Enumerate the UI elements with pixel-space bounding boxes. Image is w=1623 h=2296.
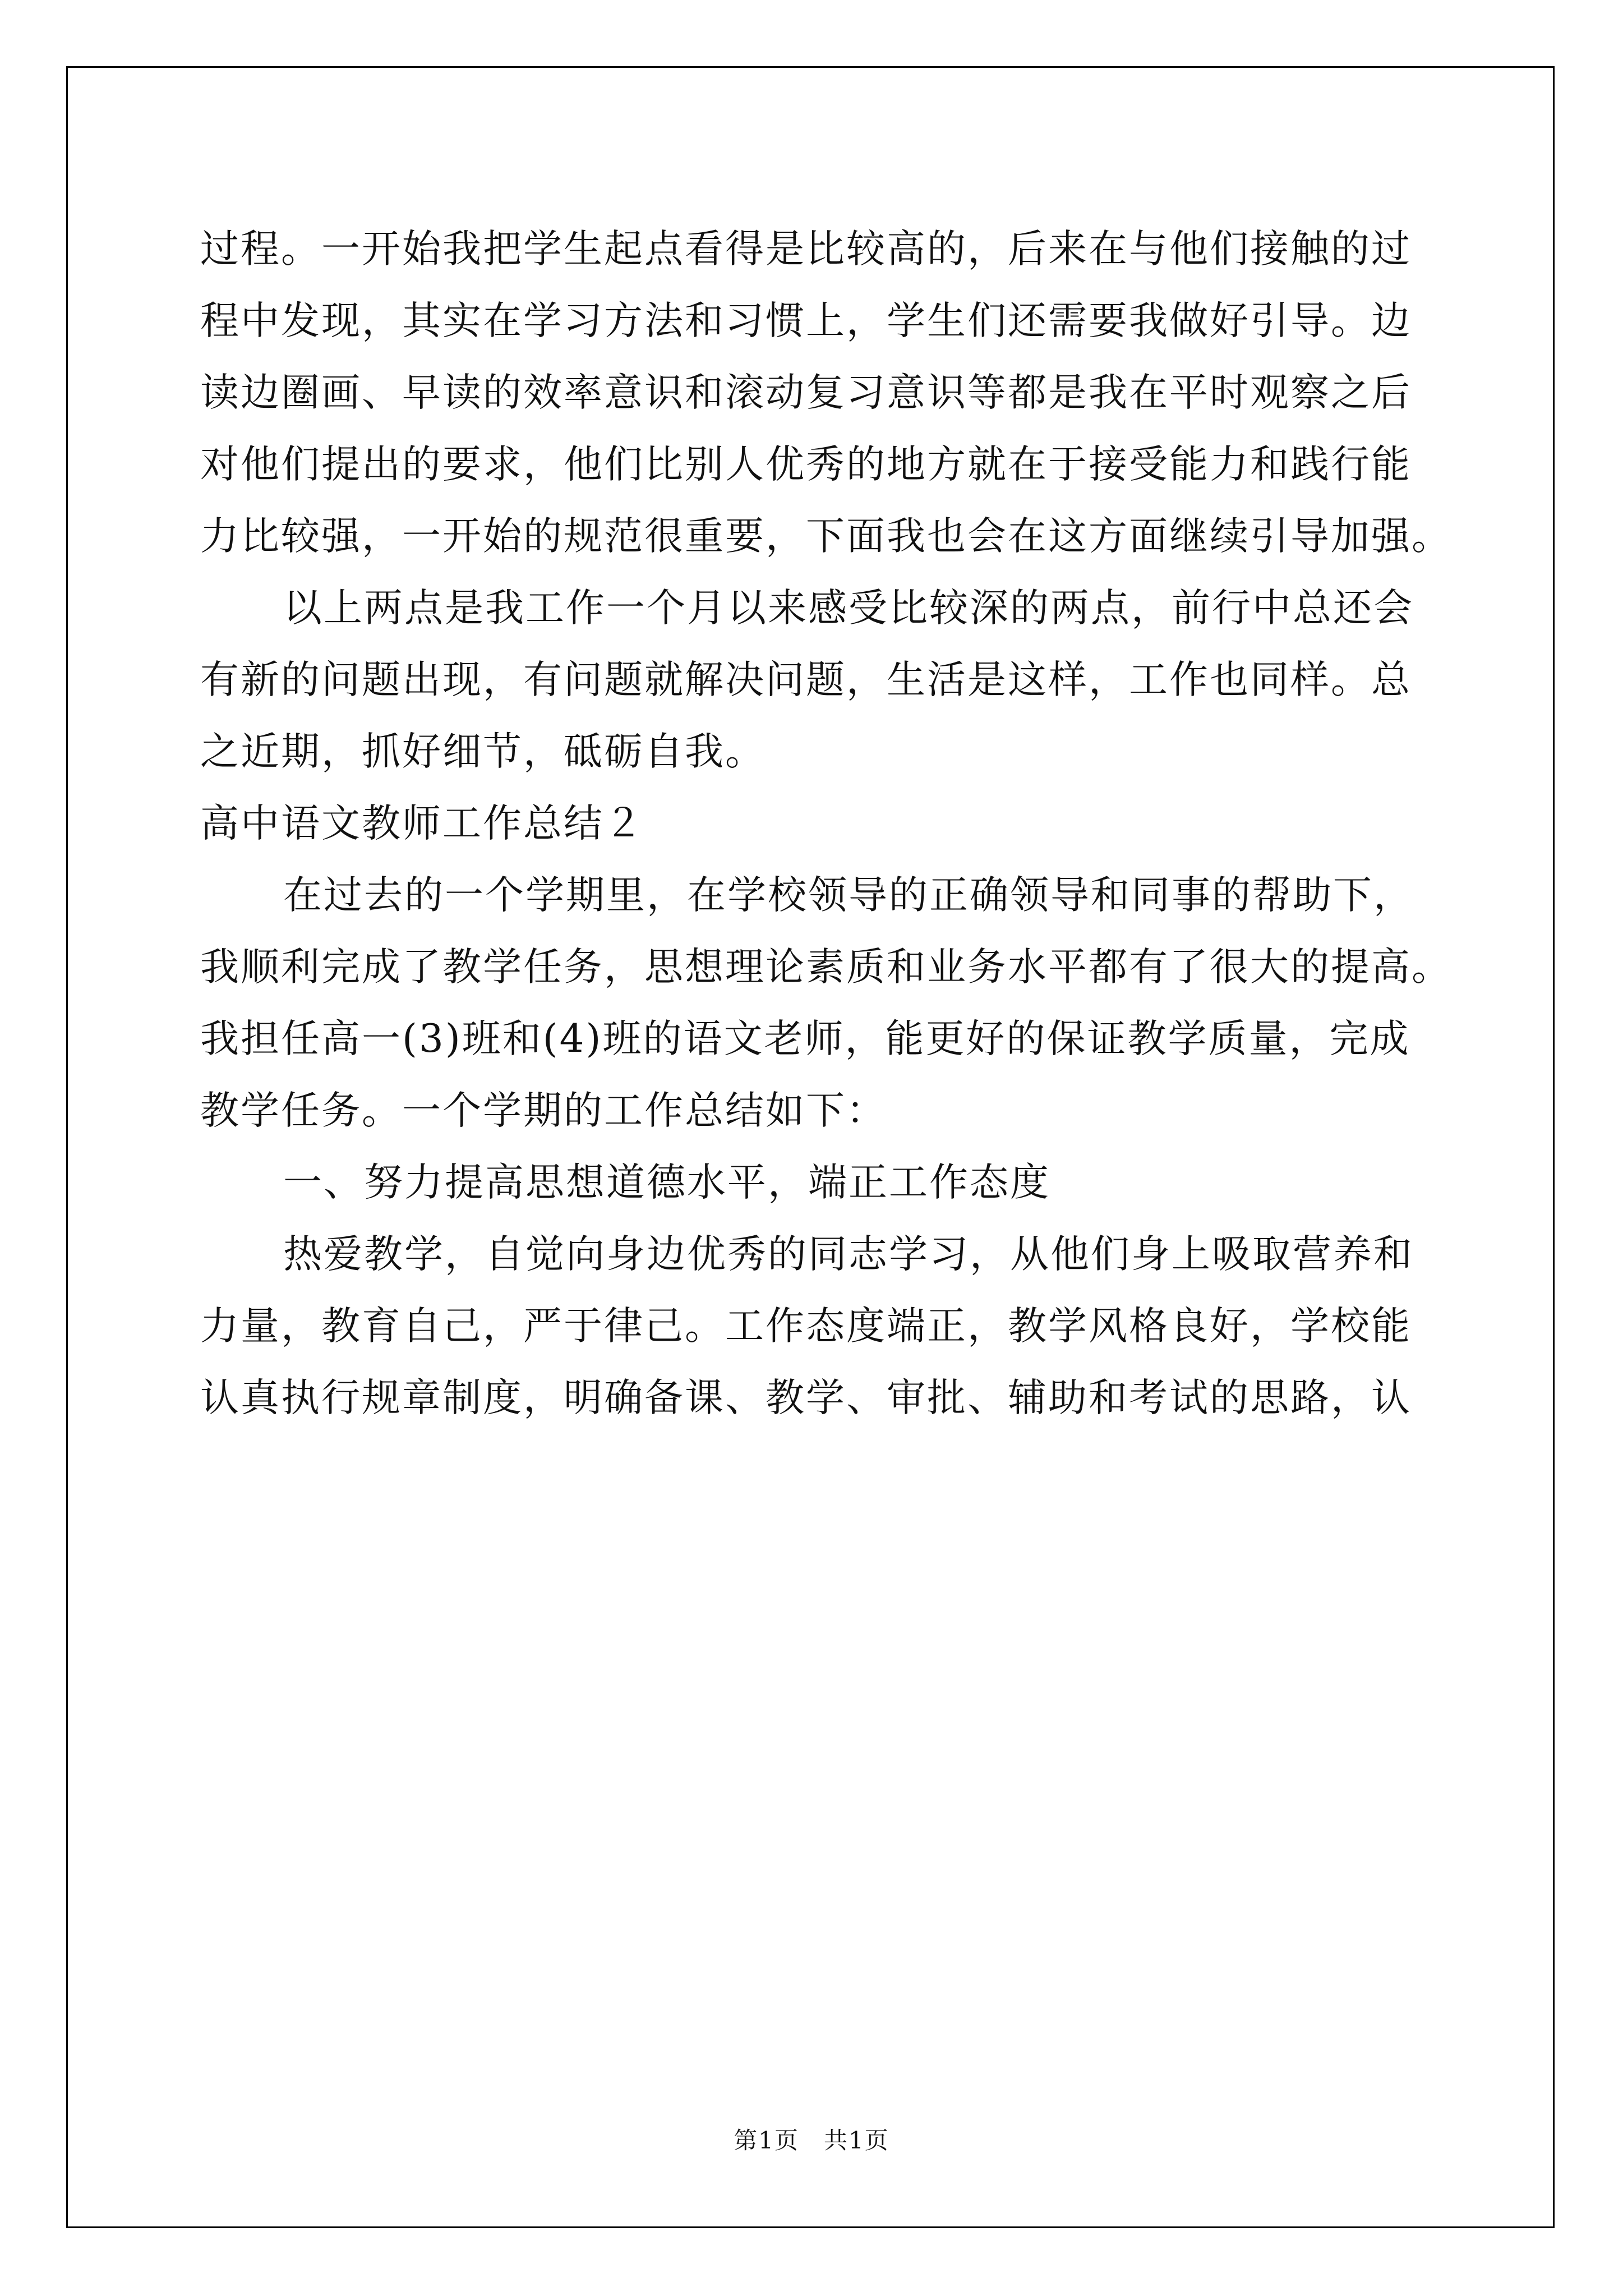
page-footer xyxy=(0,2122,1623,2156)
paragraph-line: 我顺利完成了教学任务，思想理论素质和业务水平都有了很大的提高。 xyxy=(200,945,1452,990)
paragraph-line: 过程。一开始我把学生起点看得是比较高的，后来在与他们接触的过 xyxy=(200,227,1412,272)
subsection-heading: 一、努力提高思想道德水平，端正工作态度 xyxy=(283,1160,1050,1205)
paragraph-line: 热爱教学，自觉向身边优秀的同志学习，从他们身上吸取营养和 xyxy=(283,1232,1414,1277)
paragraph-line: 认真执行规章制度，明确备课、教学、审批、辅助和考试的思路，认 xyxy=(200,1375,1412,1420)
paragraph-line: 力比较强，一开始的规范很重要，下面我也会在这方面继续引导加强。 xyxy=(200,514,1452,559)
paragraph-line: 以上两点是我工作一个月以来感受比较深的两点，前行中总还会 xyxy=(283,586,1414,631)
page-number-label: 第1页 共1页 xyxy=(734,2127,889,2154)
section-title: 高中语文教师工作总结２ xyxy=(200,801,644,846)
paragraph-line: 程中发现，其实在学习方法和习惯上，学生们还需要我做好引导。边 xyxy=(200,298,1412,343)
paragraph-line: 有新的问题出现，有问题就解决问题，生活是这样，工作也同样。总 xyxy=(200,657,1412,702)
paragraph-line: 教学任务。一个学期的工作总结如下： xyxy=(200,1088,887,1133)
paragraph-line: 对他们提出的要求，他们比别人优秀的地方就在于接受能力和践行能 xyxy=(200,442,1412,487)
paragraph-line: 之近期，抓好细节，砥砺自我。 xyxy=(200,729,766,774)
paragraph-line: 在过去的一个学期里，在学校领导的正确领导和同事的帮助下， xyxy=(283,873,1414,918)
paragraph-line: 我担任高一(3)班和(4)班的语文老师，能更好的保证教学质量，完成 xyxy=(200,1016,1410,1061)
paragraph-line: 力量，教育自己，严于律己。工作态度端正，教学风格良好，学校能 xyxy=(200,1304,1412,1349)
paragraph-line: 读边圈画、早读的效率意识和滚动复习意识等都是我在平时观察之后 xyxy=(200,370,1412,415)
